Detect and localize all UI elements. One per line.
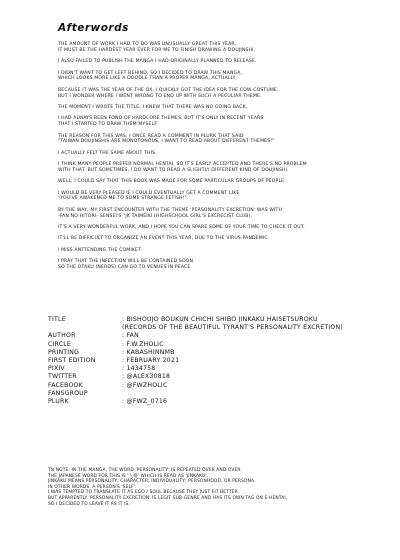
credit-label: PRINTING xyxy=(48,348,80,356)
credit-row xyxy=(48,398,388,406)
paragraph: I PRAY THAT THE INFECTION WILL BE CONTAINED SOON SO THE OTAKU (NERDS) CAN GO TO VENUES IN PEACE. xyxy=(58,259,194,271)
credit-row xyxy=(48,332,388,340)
note-line: I WAS TEMPTED TO TRANSLATE IT AS EGO / SOUL BECAUSE THEY JUST FIT BETTER. xyxy=(48,490,240,496)
credit-value: : BISHOUJO BOUKUN CHICHI SHIBO JINKAKU HAISETSUROKU (RECORDS OF THE BEAUTIFUL TYRANT'S PERSONALITY EXCRETION) xyxy=(122,316,343,332)
paragraph: I ALSO FAILED TO PUBLISH THE MANGA I HAD ORIGINALLY PLANNED TO RELEASE. xyxy=(58,59,257,65)
page-title: Afterwords xyxy=(58,22,129,34)
paragraph: I THINK MANY PEOPLE PREFER NORMAL HENTAI, SO IT'S EASILY ACCEPTED AND THERE'S NO PROBLEM WITH THAT. BUT SOMETIMES, I DO WANT TO READ A SLIGHTLY DIFFERENT KIND OF DOUJINSHI. xyxy=(58,162,307,173)
afterword-body xyxy=(58,42,378,276)
credit-row xyxy=(48,373,388,381)
credit-value: : KABASHINNMB xyxy=(122,348,175,356)
credit-row xyxy=(48,357,388,365)
note-line: TN NOTE: IN THE MANGA, THE WORD 'PERSONALITY' IS REPEATED OVER AND OVER. xyxy=(48,468,242,473)
paragraph: IT'LL BE DIFFICULT TO ORGANIZE AN EVENT THIS YEAR, DUE TO THE VIRUS PANDEMIC. xyxy=(58,236,270,242)
credit-label: CIRCLE xyxy=(48,340,72,348)
paragraph: THE AMOUNT OF WORK I HAD TO DO WAS UNUSUALLY GREAT THIS YEAR. IT MUST BE THE HARDEST YEAR EVER FOR ME TO FINISH DRAWING A DOUJINSHI. xyxy=(58,42,256,53)
credit-row xyxy=(48,349,388,357)
credits-block xyxy=(48,316,388,406)
credit-value: : FAN xyxy=(122,332,139,340)
credit-label: PIXIV xyxy=(48,365,65,373)
credit-row xyxy=(48,365,388,373)
paragraph: BECAUSE IT WAS THE YEAR OF THE OX, I QUICKLY GOT THE IDEA FOR THE COW COSTUME. BUT I WONDER WHERE I WENT WRONG TO END UP WITH SUCH A PECULIAR THEME. xyxy=(58,87,279,99)
credit-label: FIRST EDITION xyxy=(48,357,96,365)
credit-label: TITLE xyxy=(48,316,66,323)
credit-label: PLURK xyxy=(48,398,69,406)
credit-value: : @FWZHOLIC xyxy=(122,381,168,389)
credit-value: : @FWZ_0716 xyxy=(122,398,168,406)
credit-value: : @ALEX30818 xyxy=(122,373,171,381)
note-line: BUT APPARENTLY 'PERSONALITY EXCRETION' IS LEGIT SUB-GENRE AND HAS ITS OWN TAG ON E-HENTAI, xyxy=(48,495,288,501)
paragraph: BY THE WAY, MY FIRST ENCOUNTER WITH THE THEME 'PERSONALITY EXCRETION' WAS WITH -FAN NO HITORI- SENSEI'S "JK TAIMEIKI (HIGHSCHOOL GIRL'S EXCRECIST CLUB). xyxy=(58,207,283,219)
credit-value: : FEBRUARY 2021 xyxy=(122,357,180,365)
paragraph: IT'S A VERY WONDERFUL WORK, AND I HOPE YOU CAN SPARE SOME OF YOUR TIME TO CHECK IT OUT. xyxy=(58,225,305,231)
credit-row xyxy=(48,382,388,398)
paragraph: I ACTUALLY FELT THE SAME ABOUT THIS. xyxy=(58,150,157,156)
paragraph: WELL, I COULD SAY THAT THIS BOOK WAS MADE FOR SOME PARTICULAR GROUPS OF PEOPLE. xyxy=(58,179,286,185)
paragraph: I WOULD BE VERY PLEASED IF I COULD EVENTUALLY GET A COMMENT LIKE "YOU'VE AWAKENED ME TO SOME STRANGE FETISH!". xyxy=(58,190,240,202)
note-line: JINKAKU MEANS PERSONALITY; CHARACTER; INDIVIDUALITY; PERSONHOOD, OR PERSONA. xyxy=(48,479,256,485)
translator-note xyxy=(48,468,378,507)
note-line: SO I DECIDED TO LEAVE IT AS IT IS. xyxy=(48,501,130,507)
credit-value: : 1434758 xyxy=(122,365,156,373)
credit-label: AUTHOR xyxy=(48,332,76,340)
credit-label: TWITTER xyxy=(48,373,77,381)
credit-value: : F.W.ZHOLIC xyxy=(122,340,164,348)
paragraph: I HAD ALWAYS BEEN FOND OF HARDCORE THEMES. BUT IT'S ONLY IN RECENT YEARS THAT I STARTED TO DRAW THEM MYSELF. xyxy=(58,116,264,128)
paragraph: THE REASON FOR THIS WAS, I ONCE READ A COMMENT IN PLURK THAT SAID "TAIWAN DOUJINSHIS ARE MONOTONOUS, I WANT TO READ ABOUT DIFFERENT THEMES!" xyxy=(58,133,275,145)
paragraph: I MISS ANTTENDING THE COMIKET. xyxy=(58,247,143,253)
credit-row xyxy=(48,341,388,349)
note-line: IN OTHER WORDS, A PERSON'S 'SELF'. xyxy=(48,484,137,490)
note-line: THE JAPANESE WORD FOR THIS IS '人格' WHICH IS READ AS 'JINKAKU'. xyxy=(48,473,209,479)
paragraph: THE MOMENT I WROTE THE TITLE, I KNEW THAT THERE WAS NO GOING BACK. xyxy=(58,104,248,110)
credit-label: FACEBOOK FANSGROUP xyxy=(48,381,88,397)
credit-row xyxy=(48,316,388,332)
paragraph: I DIDN'T WANT TO GET LEFT BEHIND, SO I DECIDED TO DRAW THIS MANGA, WHICH LOOKS MORE LIKE A DOODLE THAN A PROPER MANGA, ACTUALLY. xyxy=(58,70,243,82)
